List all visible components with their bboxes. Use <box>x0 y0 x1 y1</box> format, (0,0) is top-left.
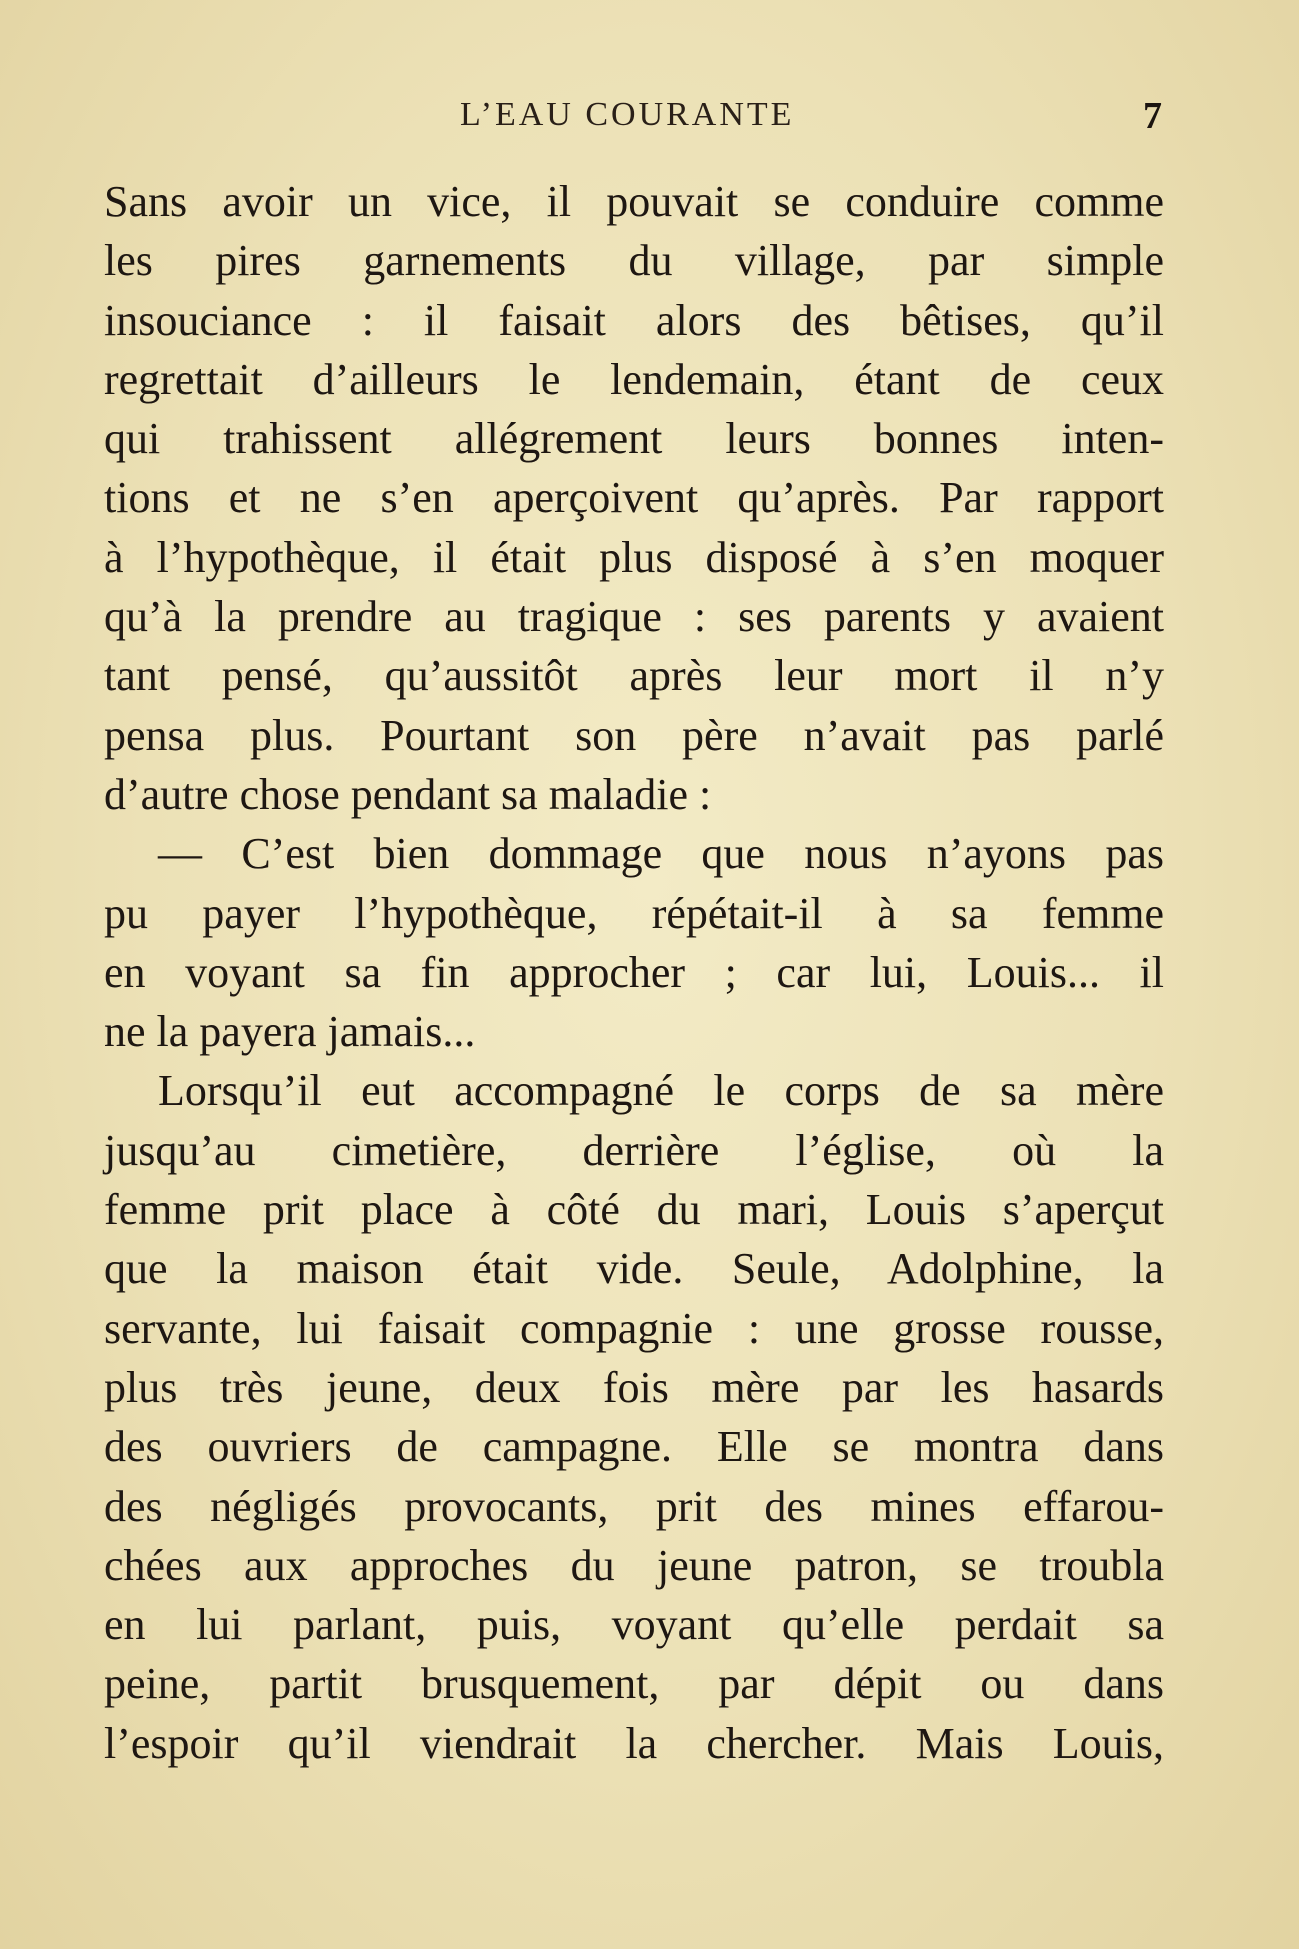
text-line: l’espoir qu’il viendrait la chercher. Mais Louis, <box>104 1718 1164 1768</box>
text-line: pensa plus. Pourtant son père n’avait pas parlé <box>104 710 1164 760</box>
text-line: en lui parlant, puis, voyant qu’elle perdait sa <box>104 1600 1164 1650</box>
text-line: Lorsqu’il eut accompagné le corps de sa mère <box>158 1066 1164 1116</box>
running-title: L’EAU COURANTE <box>460 96 795 133</box>
text-line: ne la payera jamais... <box>104 1007 476 1057</box>
text-line: tions et ne s’en aperçoivent qu’après. Par rapport <box>104 473 1164 523</box>
text-line: servante, lui faisait compagnie : une grosse rousse, <box>104 1303 1164 1353</box>
text-line: insouciance : il faisait alors des bêtises, qu’il <box>104 295 1164 345</box>
text-line: des négligés provocants, prit des mines effarou- <box>104 1481 1164 1531</box>
text-line: regrettait d’ailleurs le lendemain, étant de ceux <box>104 354 1164 404</box>
text-line: plus très jeune, deux fois mère par les hasards <box>104 1362 1164 1412</box>
text-line: Sans avoir un vice, il pouvait se conduire comme <box>104 177 1164 226</box>
page-number: 7 <box>1143 95 1162 137</box>
text-line: jusqu’au cimetière, derrière l’église, où la <box>104 1125 1164 1175</box>
text-line: tant pensé, qu’aussitôt après leur mort il n’y <box>104 651 1164 701</box>
text-line: femme prit place à côté du mari, Louis s’aperçut <box>104 1185 1164 1235</box>
text-line: peine, partit brusquement, par dépit ou dans <box>104 1659 1164 1709</box>
text-line: que la maison était vide. Seule, Adolphine, la <box>104 1244 1164 1294</box>
text-line: à l’hypothèque, il était plus disposé à s’en moquer <box>104 532 1164 582</box>
text-line: qui trahissent allégrement leurs bonnes inten- <box>104 414 1164 464</box>
text-line: pu payer l’hypothèque, répétait-il à sa femme <box>104 888 1164 938</box>
text-line: chées aux approches du jeune patron, se troubla <box>104 1540 1164 1590</box>
text-line: — C’est bien dommage que nous n’ayons pas <box>158 829 1164 879</box>
body-text <box>104 172 1164 1773</box>
text-line: d’autre chose pendant sa maladie : <box>104 769 712 819</box>
text-line: des ouvriers de campagne. Elle se montra dans <box>104 1422 1164 1472</box>
text-line: les pires garnements du village, par simple <box>104 236 1164 286</box>
text-line: qu’à la prendre au tragique : ses parents y avaient <box>104 592 1164 642</box>
text-line: en voyant sa fin approcher ; car lui, Louis... il <box>104 947 1164 997</box>
running-head <box>0 96 1299 146</box>
